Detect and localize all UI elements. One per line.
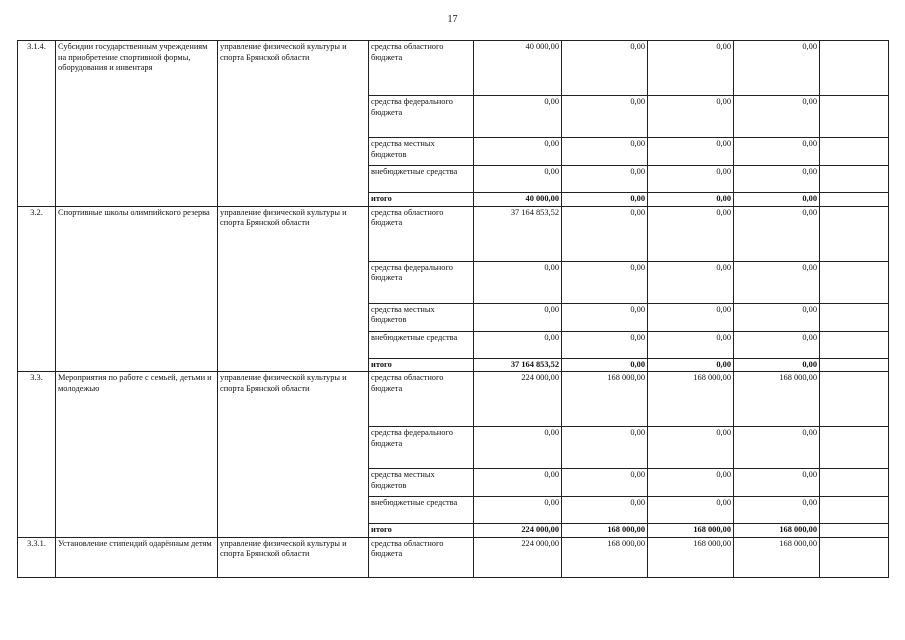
amount-cell: 0,00	[734, 261, 820, 303]
empty-cell	[820, 427, 889, 469]
funding-source: внебюджетные средства	[369, 166, 474, 193]
amount-cell: 0,00	[648, 331, 734, 358]
amount-cell: 0,00	[648, 41, 734, 96]
funding-source: средства местных бюджетов	[369, 469, 474, 497]
empty-cell	[820, 261, 889, 303]
table-row	[18, 537, 889, 577]
amount-cell: 0,00	[648, 261, 734, 303]
amount-cell: 168 000,00	[734, 524, 820, 538]
amount-cell: 0,00	[648, 193, 734, 207]
amount-cell: 0,00	[734, 193, 820, 207]
page-number: 17	[447, 14, 458, 25]
funding-source: внебюджетные средства	[369, 497, 474, 524]
funding-source: итого	[369, 358, 474, 372]
amount-cell: 0,00	[648, 427, 734, 469]
empty-cell	[820, 193, 889, 207]
amount-cell: 0,00	[562, 469, 648, 497]
amount-cell: 168 000,00	[562, 372, 648, 427]
amount-cell: 40 000,00	[474, 193, 562, 207]
amount-cell: 168 000,00	[734, 372, 820, 427]
funding-source: средства федерального бюджета	[369, 261, 474, 303]
funding-source: средства областного бюджета	[369, 372, 474, 427]
item-name: Мероприятия по работе с семьей, детьми и молодежью	[56, 372, 218, 538]
amount-cell: 224 000,00	[474, 524, 562, 538]
empty-cell	[820, 524, 889, 538]
amount-cell: 0,00	[648, 206, 734, 261]
amount-cell: 0,00	[648, 303, 734, 331]
amount-cell: 0,00	[474, 469, 562, 497]
amount-cell: 0,00	[474, 261, 562, 303]
item-code: 3.3.1.	[18, 537, 56, 577]
empty-cell	[820, 138, 889, 166]
amount-cell: 0,00	[734, 166, 820, 193]
empty-cell	[820, 358, 889, 372]
amount-cell: 0,00	[734, 427, 820, 469]
amount-cell: 37 164 853,52	[474, 206, 562, 261]
empty-cell	[820, 96, 889, 138]
amount-cell: 0,00	[562, 261, 648, 303]
amount-cell: 0,00	[734, 497, 820, 524]
amount-cell: 0,00	[734, 96, 820, 138]
amount-cell: 0,00	[562, 166, 648, 193]
amount-cell: 40 000,00	[474, 41, 562, 96]
item-executor: управление физической культуры и спорта Брянской области	[218, 41, 369, 207]
amount-cell: 0,00	[562, 41, 648, 96]
table-row	[18, 372, 889, 427]
funding-source: средства областного бюджета	[369, 206, 474, 261]
amount-cell: 0,00	[734, 206, 820, 261]
amount-cell: 168 000,00	[562, 537, 648, 577]
funding-source: средства областного бюджета	[369, 537, 474, 577]
item-code: 3.1.4.	[18, 41, 56, 207]
item-name: Установление стипендий одарённым детям	[56, 537, 218, 577]
table-row	[18, 41, 889, 96]
empty-cell	[820, 41, 889, 96]
amount-cell: 0,00	[734, 138, 820, 166]
amount-cell: 0,00	[474, 331, 562, 358]
empty-cell	[820, 303, 889, 331]
amount-cell: 0,00	[474, 166, 562, 193]
empty-cell	[820, 372, 889, 427]
amount-cell: 0,00	[734, 331, 820, 358]
amount-cell: 168 000,00	[734, 537, 820, 577]
funding-source: средства федерального бюджета	[369, 96, 474, 138]
funding-source: средства федерального бюджета	[369, 427, 474, 469]
amount-cell: 0,00	[562, 96, 648, 138]
empty-cell	[820, 469, 889, 497]
item-name: Спортивные школы олимпийского резерва	[56, 206, 218, 372]
amount-cell: 0,00	[648, 96, 734, 138]
amount-cell: 224 000,00	[474, 372, 562, 427]
funding-source: средства местных бюджетов	[369, 303, 474, 331]
empty-cell	[820, 331, 889, 358]
amount-cell: 0,00	[474, 427, 562, 469]
amount-cell: 0,00	[648, 138, 734, 166]
funding-source: итого	[369, 524, 474, 538]
item-code: 3.3.	[18, 372, 56, 538]
amount-cell: 0,00	[474, 96, 562, 138]
amount-cell: 224 000,00	[474, 537, 562, 577]
amount-cell: 0,00	[474, 303, 562, 331]
amount-cell: 0,00	[562, 303, 648, 331]
amount-cell: 168 000,00	[562, 524, 648, 538]
amount-cell: 0,00	[734, 358, 820, 372]
empty-cell	[820, 166, 889, 193]
amount-cell: 0,00	[648, 358, 734, 372]
amount-cell: 0,00	[474, 497, 562, 524]
funding-source: итого	[369, 193, 474, 207]
amount-cell: 0,00	[734, 303, 820, 331]
amount-cell: 0,00	[562, 331, 648, 358]
item-executor: управление физической культуры и спорта Брянской области	[218, 206, 369, 372]
item-name: Субсидии государственным учреждениям на приобретение спортивной формы, оборудования и инвентаря	[56, 41, 218, 207]
amount-cell: 168 000,00	[648, 537, 734, 577]
amount-cell: 0,00	[562, 497, 648, 524]
amount-cell: 168 000,00	[648, 524, 734, 538]
amount-cell: 0,00	[648, 497, 734, 524]
budget-table-body	[18, 41, 889, 578]
amount-cell: 0,00	[562, 138, 648, 166]
item-executor: управление физической культуры и спорта Брянской области	[218, 372, 369, 538]
item-code: 3.2.	[18, 206, 56, 372]
amount-cell: 0,00	[734, 41, 820, 96]
amount-cell: 37 164 853,52	[474, 358, 562, 372]
empty-cell	[820, 206, 889, 261]
funding-source: средства местных бюджетов	[369, 138, 474, 166]
funding-source: внебюджетные средства	[369, 331, 474, 358]
amount-cell: 0,00	[562, 193, 648, 207]
empty-cell	[820, 537, 889, 577]
amount-cell: 0,00	[562, 358, 648, 372]
amount-cell: 0,00	[734, 469, 820, 497]
item-executor: управление физической культуры и спорта Брянской области	[218, 537, 369, 577]
amount-cell: 0,00	[562, 206, 648, 261]
amount-cell: 0,00	[648, 469, 734, 497]
amount-cell: 0,00	[562, 427, 648, 469]
table-row	[18, 206, 889, 261]
amount-cell: 0,00	[474, 138, 562, 166]
empty-cell	[820, 497, 889, 524]
funding-source: средства областного бюджета	[369, 41, 474, 96]
amount-cell: 168 000,00	[648, 372, 734, 427]
amount-cell: 0,00	[648, 166, 734, 193]
budget-table	[17, 40, 889, 578]
